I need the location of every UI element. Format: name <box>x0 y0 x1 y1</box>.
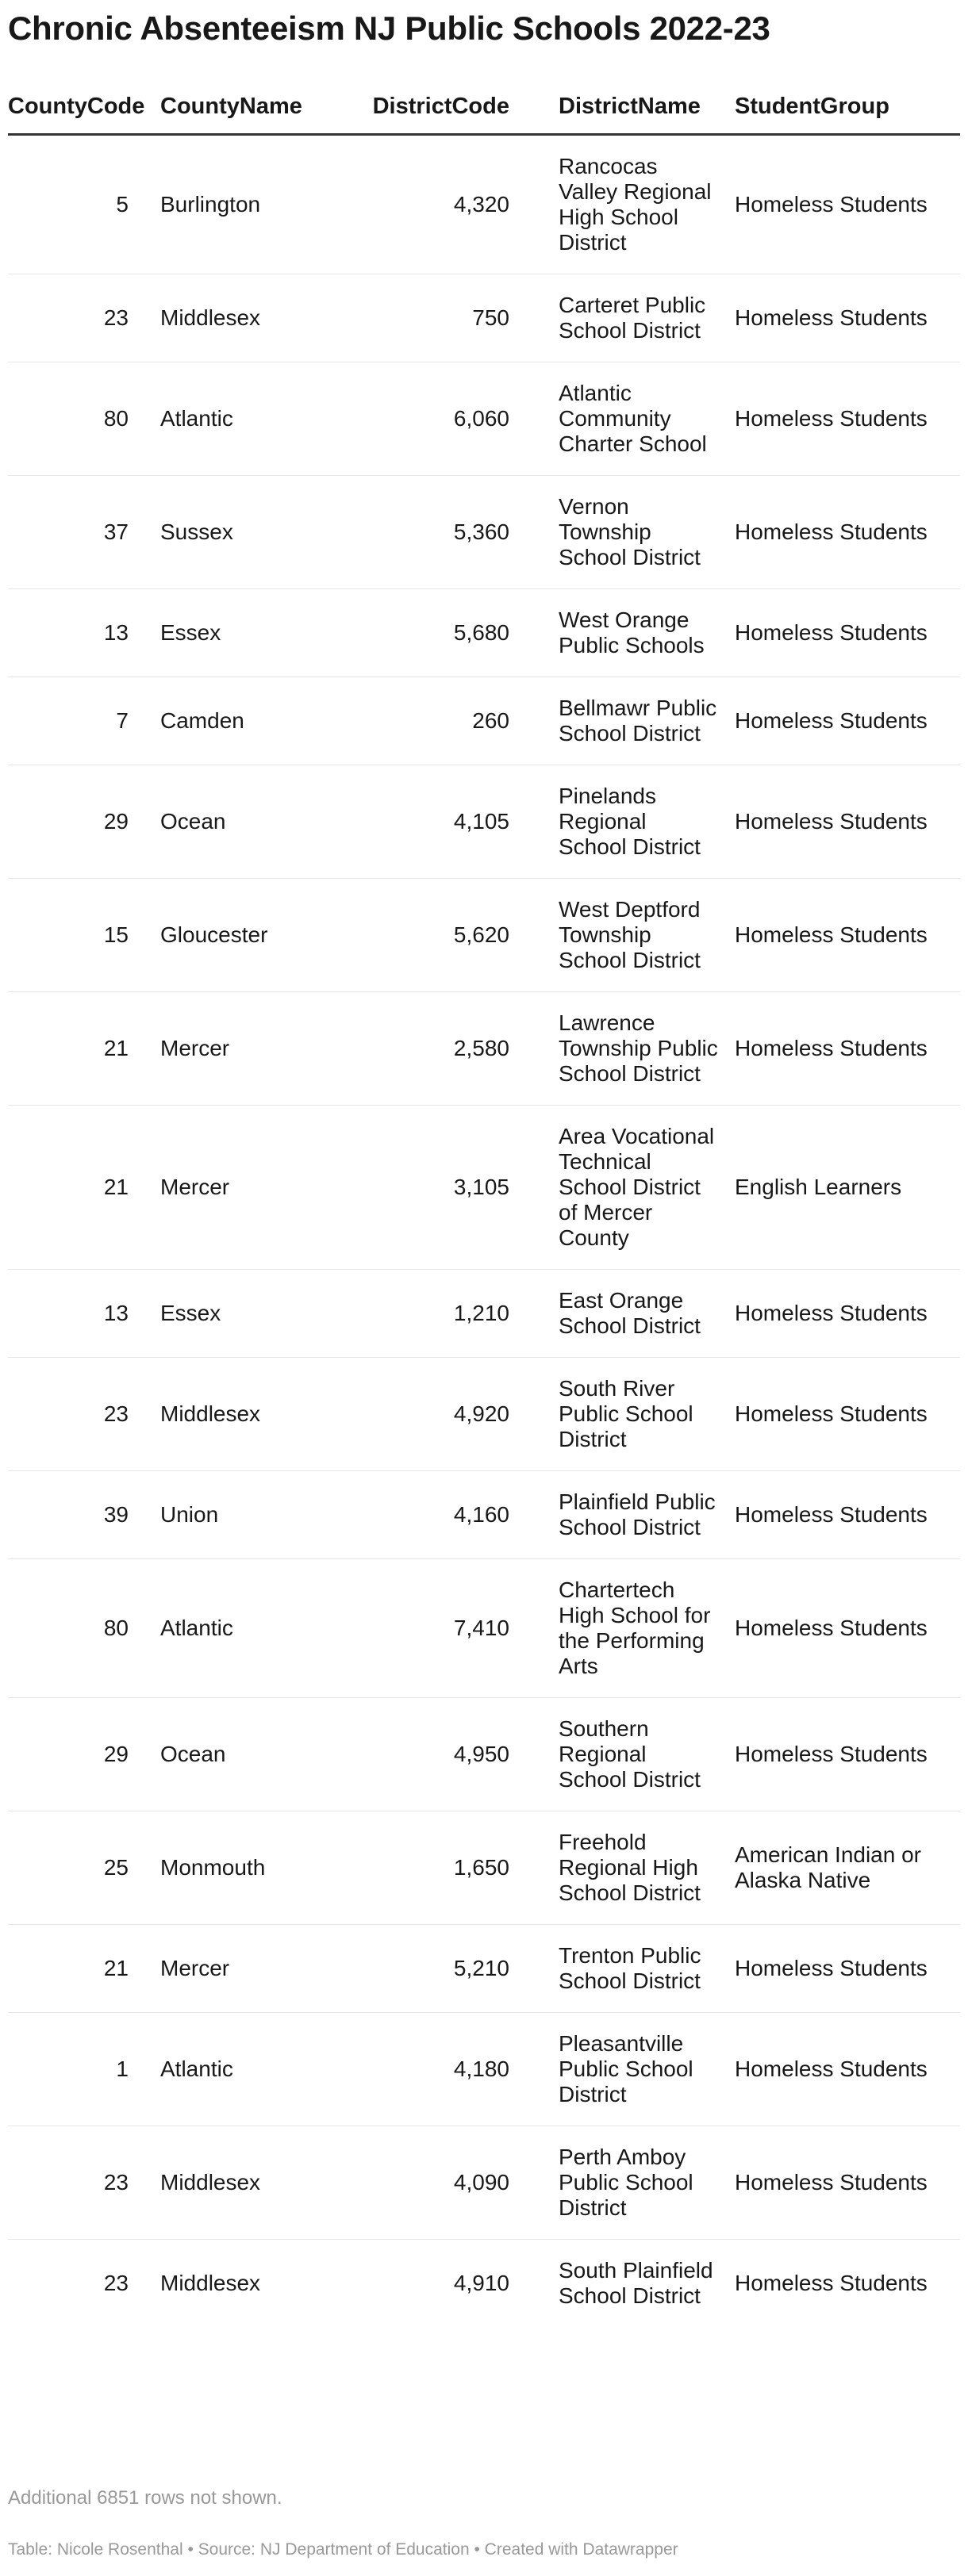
district-name-cell: Carteret Public School District <box>541 274 735 362</box>
county-name-cell: Middlesex <box>160 1358 354 1471</box>
district-name-cell: Perth Amboy Public School District <box>541 2126 735 2240</box>
district-code-cell: 4,105 <box>354 765 541 879</box>
district-name-cell: Bellmawr Public School District <box>541 677 735 765</box>
district-code-cell: 1,210 <box>354 1270 541 1358</box>
county-code-cell: 7 <box>8 677 160 765</box>
county-code-cell: 23 <box>103 2271 129 2295</box>
county-name-cell: Essex <box>160 1270 354 1358</box>
district-code-cell: 4,180 <box>354 2013 541 2126</box>
table-row <box>8 2240 960 2328</box>
county-code-cell: 23 <box>8 2126 160 2240</box>
student-group-cell: Homeless Students <box>735 1698 960 1811</box>
district-name-cell: Vernon Township School District <box>541 476 735 589</box>
county-name-cell: Union <box>160 1471 354 1559</box>
student-group-cell: English Learners <box>735 1106 960 1270</box>
district-code-cell: 4,320 <box>354 135 541 274</box>
district-name-cell: Atlantic Community Charter School <box>541 362 735 476</box>
county-code-cell: 37 <box>8 476 160 589</box>
table-header <box>8 79 960 135</box>
district-name-cell: South River Public School District <box>541 1358 735 1471</box>
district-code-cell: 1,650 <box>354 1811 541 1925</box>
county-name-cell: Mercer <box>160 992 354 1106</box>
district-code-cell: 5,210 <box>354 1925 541 2013</box>
student-group-cell: Homeless Students <box>735 1559 960 1698</box>
table-row <box>8 362 960 476</box>
county-name-cell: Monmouth <box>160 1811 354 1925</box>
district-code-cell: 260 <box>354 677 541 765</box>
student-group-cell: Homeless Students <box>735 677 960 765</box>
rows-not-shown-note: Additional 6851 rows not shown. <box>8 2487 282 2509</box>
source-footer: Table: Nicole Rosenthal • Source: NJ Department of Education • Created with Datawrapper <box>8 2540 678 2559</box>
table-row <box>8 765 960 879</box>
table-row <box>8 1811 960 1925</box>
district-code-cell: 750 <box>354 274 541 362</box>
table-row <box>8 1270 960 1358</box>
county-code-cell: 21 <box>8 992 160 1106</box>
table-row <box>8 1925 960 2013</box>
district-code-cell: 4,090 <box>354 2126 541 2240</box>
table-row <box>8 1106 960 1270</box>
district-code-cell: 4,160 <box>354 1471 541 1559</box>
student-group-cell: American Indian or Alaska Native <box>735 1811 960 1925</box>
district-name-cell: Pleasantville Public School District <box>541 2013 735 2126</box>
county-name-cell: Essex <box>160 589 354 677</box>
table-row <box>8 1471 960 1559</box>
table-row <box>8 2013 960 2126</box>
county-code-cell: 39 <box>8 1471 160 1559</box>
district-name-cell: Freehold Regional High School District <box>541 1811 735 1925</box>
column-header-studentgroup[interactable]: StudentGroup <box>735 79 960 135</box>
county-name-cell: Ocean <box>160 765 354 879</box>
county-name-cell: Middlesex <box>160 2271 261 2295</box>
county-code-cell: 13 <box>8 589 160 677</box>
chart-title: Chronic Absenteeism NJ Public Schools 2022-23 <box>8 10 770 47</box>
student-group-cell: Homeless Students <box>735 765 960 879</box>
student-group-cell: Homeless Students <box>735 992 960 1106</box>
county-code-cell: 80 <box>8 1559 160 1698</box>
district-code-cell: 4,950 <box>354 1698 541 1811</box>
district-name-cell: Pinelands Regional School District <box>541 765 735 879</box>
student-group-cell: Homeless Students <box>735 2013 960 2126</box>
student-group-cell: Homeless Students <box>735 2271 928 2295</box>
county-name-cell: Mercer <box>160 1925 354 2013</box>
county-code-cell: 21 <box>8 1106 160 1270</box>
county-code-cell: 25 <box>8 1811 160 1925</box>
student-group-cell: Homeless Students <box>735 274 960 362</box>
district-code-cell: 3,105 <box>354 1106 541 1270</box>
county-code-cell: 1 <box>8 2013 160 2126</box>
table-row <box>8 1358 960 1471</box>
header-row <box>8 79 960 135</box>
student-group-cell: Homeless Students <box>735 1358 960 1471</box>
district-name-cell: Area Vocational Technical School District of Mercer County <box>541 1106 735 1270</box>
column-header-countyname[interactable]: CountyName <box>160 79 354 135</box>
district-code-cell: 4,910 <box>453 2271 509 2295</box>
district-name-cell: Rancocas Valley Regional High School District <box>541 135 735 274</box>
table-row <box>8 1698 960 1811</box>
student-group-cell: Homeless Students <box>735 1270 960 1358</box>
table-row <box>8 992 960 1106</box>
county-name-cell: Atlantic <box>160 2013 354 2126</box>
student-group-cell: Homeless Students <box>735 2126 960 2240</box>
county-name-cell: Middlesex <box>160 2126 354 2240</box>
column-header-districtcode[interactable]: DistrictCode <box>354 79 541 135</box>
table-row <box>8 2126 960 2240</box>
student-group-cell: Homeless Students <box>735 879 960 992</box>
table-row <box>8 476 960 589</box>
district-name-cell: Southern Regional School District <box>541 1698 735 1811</box>
table-row <box>8 135 960 274</box>
district-code-cell: 5,680 <box>354 589 541 677</box>
district-code-cell: 2,580 <box>354 992 541 1106</box>
data-table <box>8 79 960 2327</box>
student-group-cell: Homeless Students <box>735 1471 960 1559</box>
county-name-cell: Ocean <box>160 1698 354 1811</box>
student-group-cell: Homeless Students <box>735 589 960 677</box>
county-name-cell: Camden <box>160 677 354 765</box>
county-name-cell: Atlantic <box>160 1559 354 1698</box>
student-group-cell: Homeless Students <box>735 135 960 274</box>
county-code-cell: 5 <box>8 135 160 274</box>
district-code-cell: 5,620 <box>354 879 541 992</box>
county-code-cell: 29 <box>8 1698 160 1811</box>
county-name-cell: Burlington <box>160 135 354 274</box>
district-name-cell: Chartertech High School for the Performing Arts <box>541 1559 735 1698</box>
student-group-cell: Homeless Students <box>735 362 960 476</box>
county-name-cell: Gloucester <box>160 879 354 992</box>
district-name-cell: West Deptford Township School District <box>541 879 735 992</box>
table-row <box>8 274 960 362</box>
student-group-cell: Homeless Students <box>735 476 960 589</box>
column-header-districtname[interactable]: DistrictName <box>541 79 735 135</box>
county-name-cell: Mercer <box>160 1106 354 1270</box>
county-code-cell: 13 <box>8 1270 160 1358</box>
county-code-cell: 23 <box>8 1358 160 1471</box>
district-code-cell: 5,360 <box>354 476 541 589</box>
county-code-cell: 21 <box>8 1925 160 2013</box>
district-name-cell: West Orange Public Schools <box>541 589 735 677</box>
county-code-cell: 23 <box>8 274 160 362</box>
district-code-cell: 7,410 <box>354 1559 541 1698</box>
table-row <box>8 589 960 677</box>
county-name-cell: Atlantic <box>160 362 354 476</box>
table-body <box>8 135 960 2328</box>
county-name-cell: Middlesex <box>160 274 354 362</box>
table-row <box>8 677 960 765</box>
column-header-countycode[interactable]: CountyCode <box>8 79 160 135</box>
district-code-cell: 4,920 <box>354 1358 541 1471</box>
table-row <box>8 1559 960 1698</box>
county-name-cell: Sussex <box>160 476 354 589</box>
district-name-cell: South Plainfield School District <box>559 2258 713 2308</box>
district-name-cell: East Orange School District <box>541 1270 735 1358</box>
county-code-cell: 29 <box>8 765 160 879</box>
district-name-cell: Trenton Public School District <box>541 1925 735 2013</box>
student-group-cell: Homeless Students <box>735 1925 960 2013</box>
county-code-cell: 15 <box>8 879 160 992</box>
district-name-cell: Lawrence Township Public School District <box>541 992 735 1106</box>
district-name-cell: Plainfield Public School District <box>541 1471 735 1559</box>
table-row <box>8 879 960 992</box>
district-code-cell: 6,060 <box>354 362 541 476</box>
county-code-cell: 80 <box>8 362 160 476</box>
